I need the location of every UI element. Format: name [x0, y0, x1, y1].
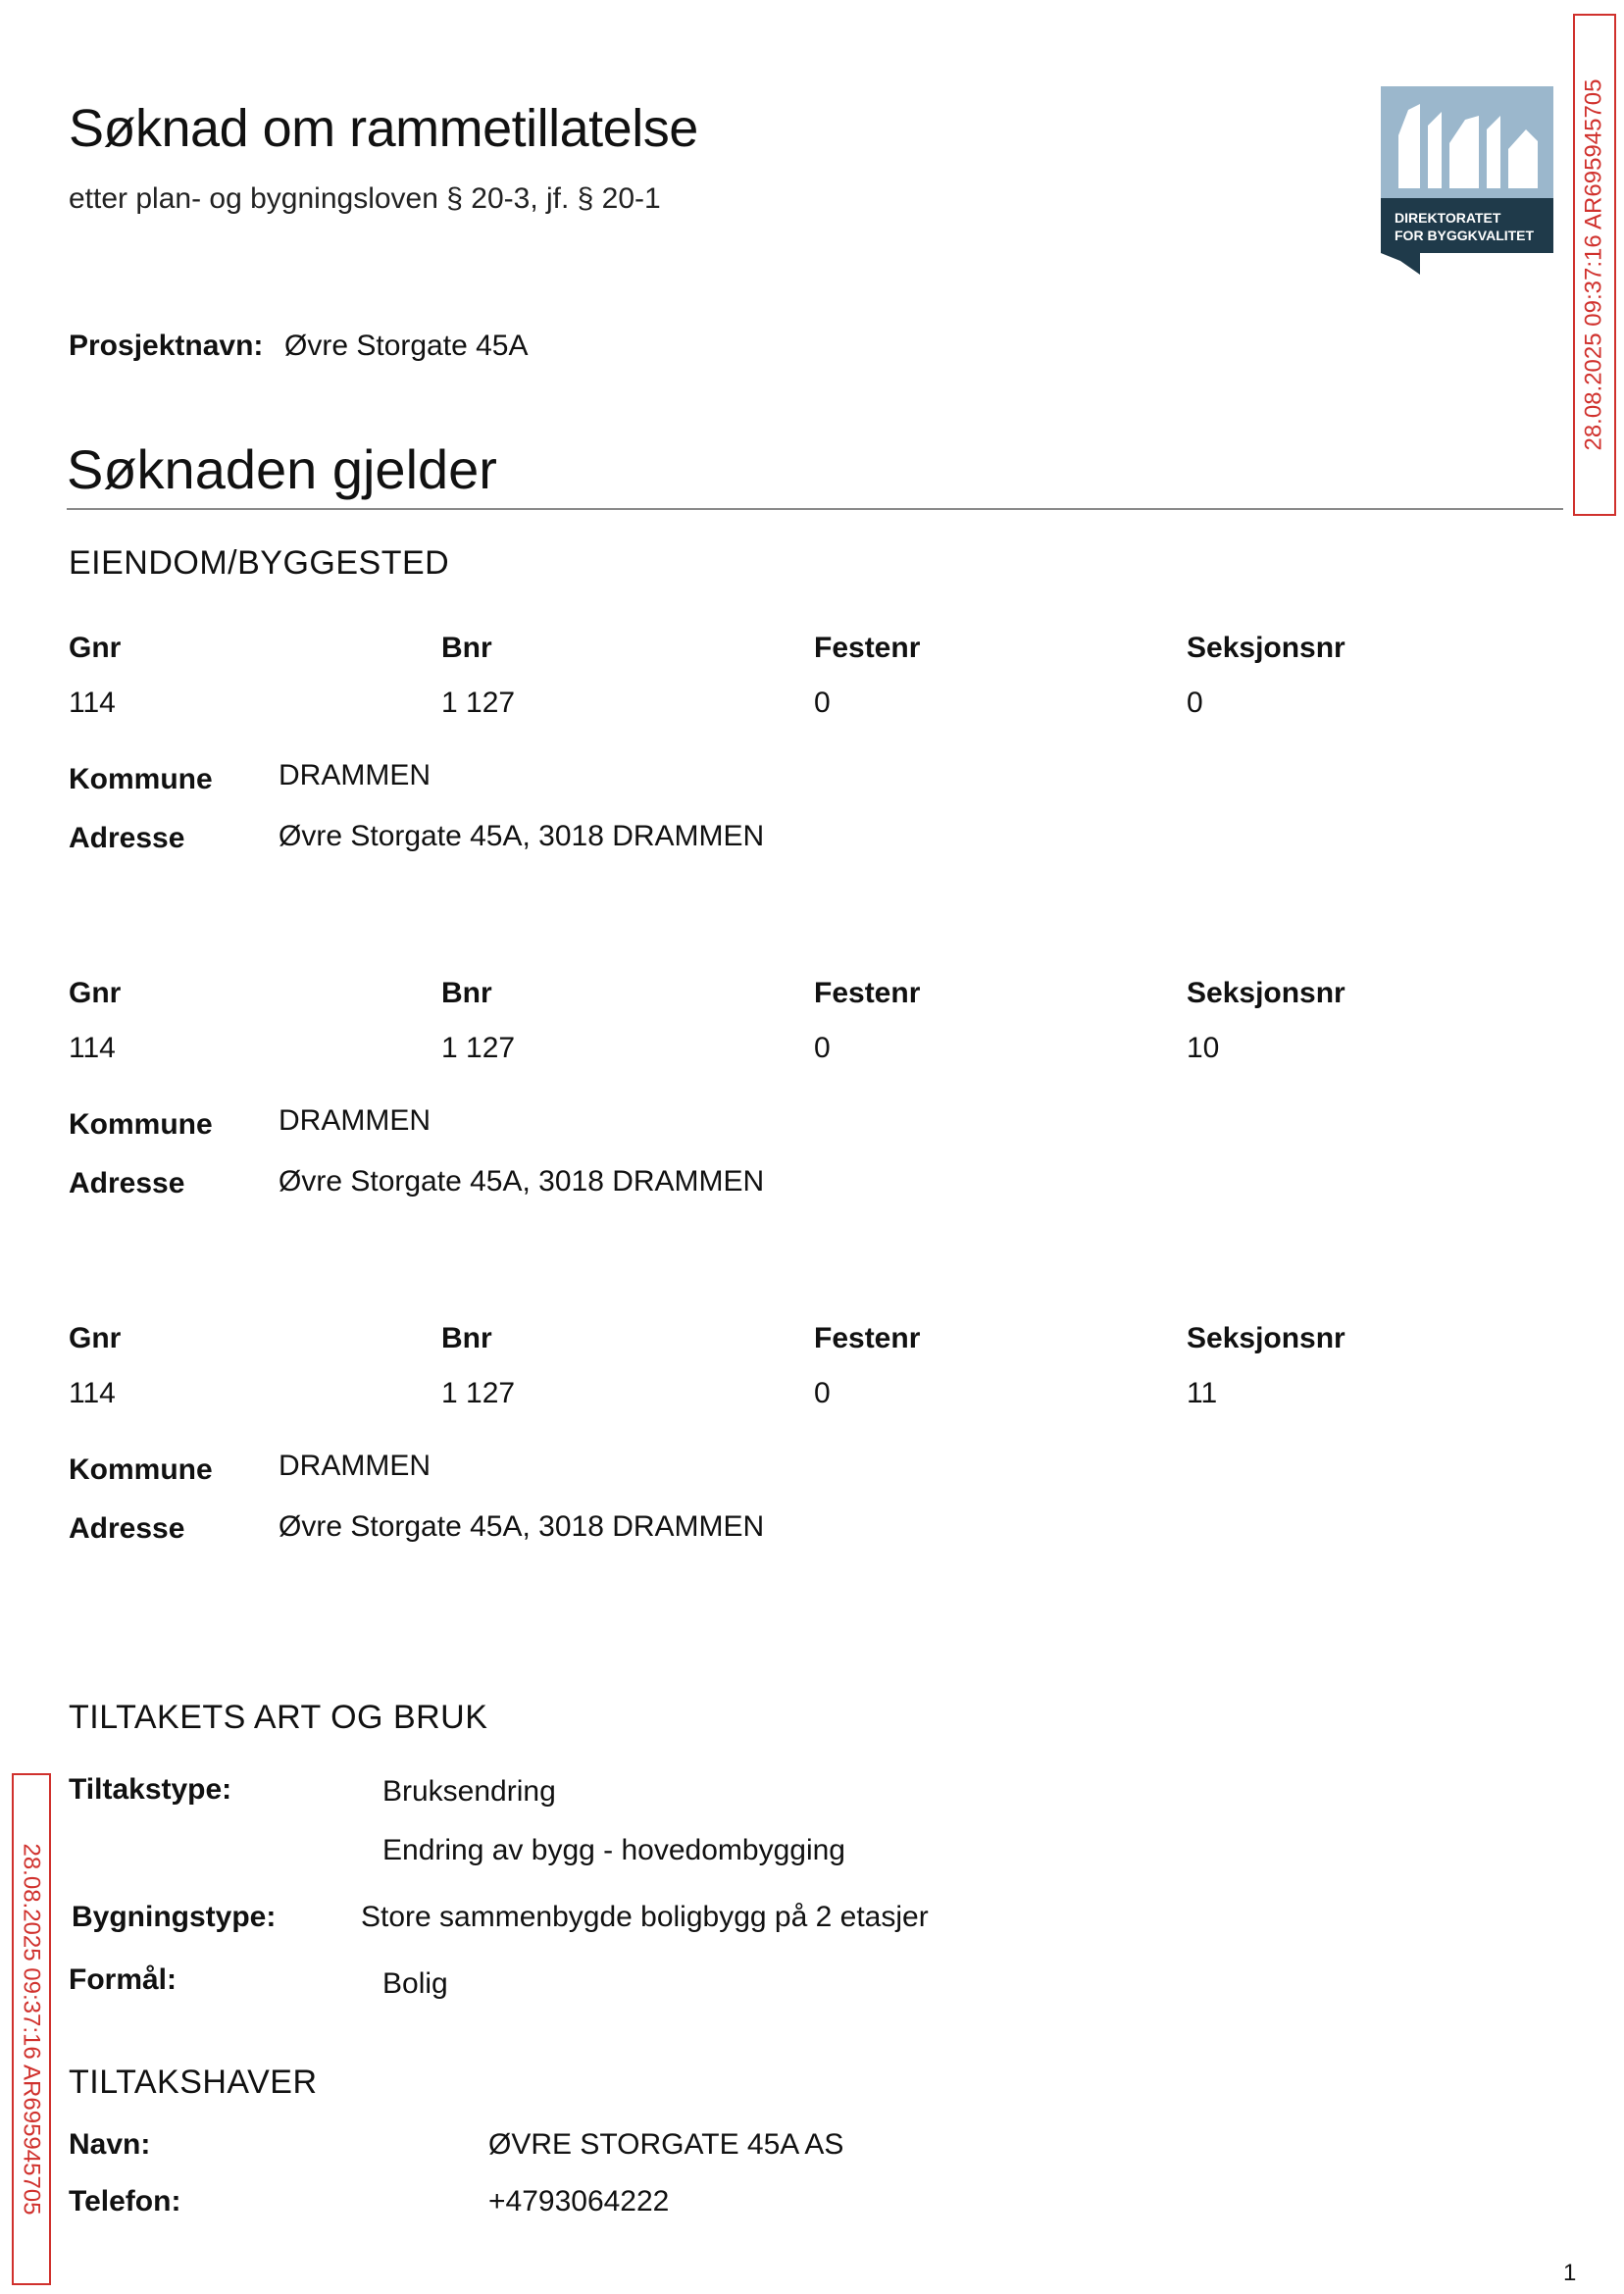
- kommune-label: Kommune: [69, 1108, 213, 1141]
- adresse-label: Adresse: [69, 1512, 185, 1545]
- kommune-label: Kommune: [69, 763, 213, 795]
- seksjonsnr-label: Seksjonsnr: [1187, 1322, 1345, 1354]
- logo-line1: DIREKTORATET: [1395, 210, 1501, 226]
- festenr-label: Festenr: [814, 977, 921, 1009]
- dibk-logo-graphic: [1381, 86, 1553, 275]
- navn-label: Navn:: [69, 2128, 151, 2161]
- gnr-value: 114: [69, 1377, 116, 1409]
- adresse-label: Adresse: [69, 822, 185, 854]
- gnr-label: Gnr: [69, 977, 122, 1009]
- bnr-label: Bnr: [441, 1322, 492, 1354]
- formal-label: Formål:: [69, 1963, 178, 1996]
- festenr-value: 0: [814, 1377, 831, 1409]
- telefon-value: +4793064222: [488, 2185, 670, 2218]
- gnr-label: Gnr: [69, 1322, 122, 1354]
- project-name-label: Prosjektnavn:: [69, 330, 264, 362]
- measure-heading: TILTAKETS ART OG BRUK: [69, 1699, 488, 1736]
- document-subtitle: etter plan- og bygningsloven § 20-3, jf. § 20-1: [69, 182, 661, 215]
- tiltakstype-label: Tiltakstype:: [69, 1773, 232, 1806]
- seksjonsnr-value: 11: [1187, 1377, 1218, 1409]
- kommune-value: DRAMMEN: [279, 1104, 431, 1137]
- seksjonsnr-label: Seksjonsnr: [1187, 632, 1345, 664]
- tiltakstype-value: Bruksendring: [382, 1775, 556, 1808]
- project-name-value: Øvre Storgate 45A: [284, 330, 529, 362]
- festenr-value: 0: [814, 1032, 831, 1064]
- gnr-value: 114: [69, 687, 116, 719]
- adresse-label: Adresse: [69, 1167, 185, 1199]
- dibk-logo: [1381, 86, 1553, 275]
- archive-stamp-text: 28.08.2025 09:37:16 AR695945705: [19, 1843, 45, 2216]
- section-divider: [67, 508, 1563, 510]
- telefon-label: Telefon:: [69, 2185, 181, 2218]
- festenr-label: Festenr: [814, 1322, 921, 1354]
- adresse-value: Øvre Storgate 45A, 3018 DRAMMEN: [279, 1510, 765, 1543]
- bygningstype-value: Store sammenbygde boligbygg på 2 etasjer: [361, 1901, 929, 1933]
- navn-value: ØVRE STORGATE 45A AS: [488, 2128, 844, 2161]
- section-title: Søknaden gjelder: [67, 438, 497, 500]
- gnr-value: 114: [69, 1032, 116, 1064]
- bnr-value: 1 127: [441, 1377, 516, 1409]
- archive-stamp-left: [12, 1773, 51, 2285]
- seksjonsnr-label: Seksjonsnr: [1187, 977, 1345, 1009]
- bnr-label: Bnr: [441, 977, 492, 1009]
- bygningstype-label: Bygningstype:: [72, 1901, 277, 1933]
- bnr-value: 1 127: [441, 1032, 516, 1064]
- property-heading: EIENDOM/BYGGESTED: [69, 544, 450, 582]
- festenr-label: Festenr: [814, 632, 921, 664]
- seksjonsnr-value: 0: [1187, 687, 1203, 719]
- festenr-value: 0: [814, 687, 831, 719]
- document-title: Søknad om rammetillatelse: [69, 99, 698, 158]
- seksjonsnr-value: 10: [1187, 1032, 1220, 1064]
- adresse-value: Øvre Storgate 45A, 3018 DRAMMEN: [279, 1165, 765, 1198]
- bnr-label: Bnr: [441, 632, 492, 664]
- kommune-value: DRAMMEN: [279, 1450, 431, 1482]
- kommune-label: Kommune: [69, 1453, 213, 1486]
- kommune-value: DRAMMEN: [279, 759, 431, 791]
- bnr-value: 1 127: [441, 687, 516, 719]
- archive-stamp-text: 28.08.2025 09:37:16 AR695945705: [1581, 78, 1607, 451]
- page-number: 1: [1563, 2260, 1577, 2286]
- formal-value: Bolig: [382, 1967, 448, 2000]
- gnr-label: Gnr: [69, 632, 122, 664]
- adresse-value: Øvre Storgate 45A, 3018 DRAMMEN: [279, 820, 765, 852]
- logo-line2: FOR BYGGKVALITET: [1395, 228, 1535, 243]
- tiltakstype-value: Endring av bygg - hovedombygging: [382, 1834, 845, 1866]
- archive-stamp-top: [1573, 14, 1616, 516]
- owner-heading: TILTAKSHAVER: [69, 2064, 318, 2101]
